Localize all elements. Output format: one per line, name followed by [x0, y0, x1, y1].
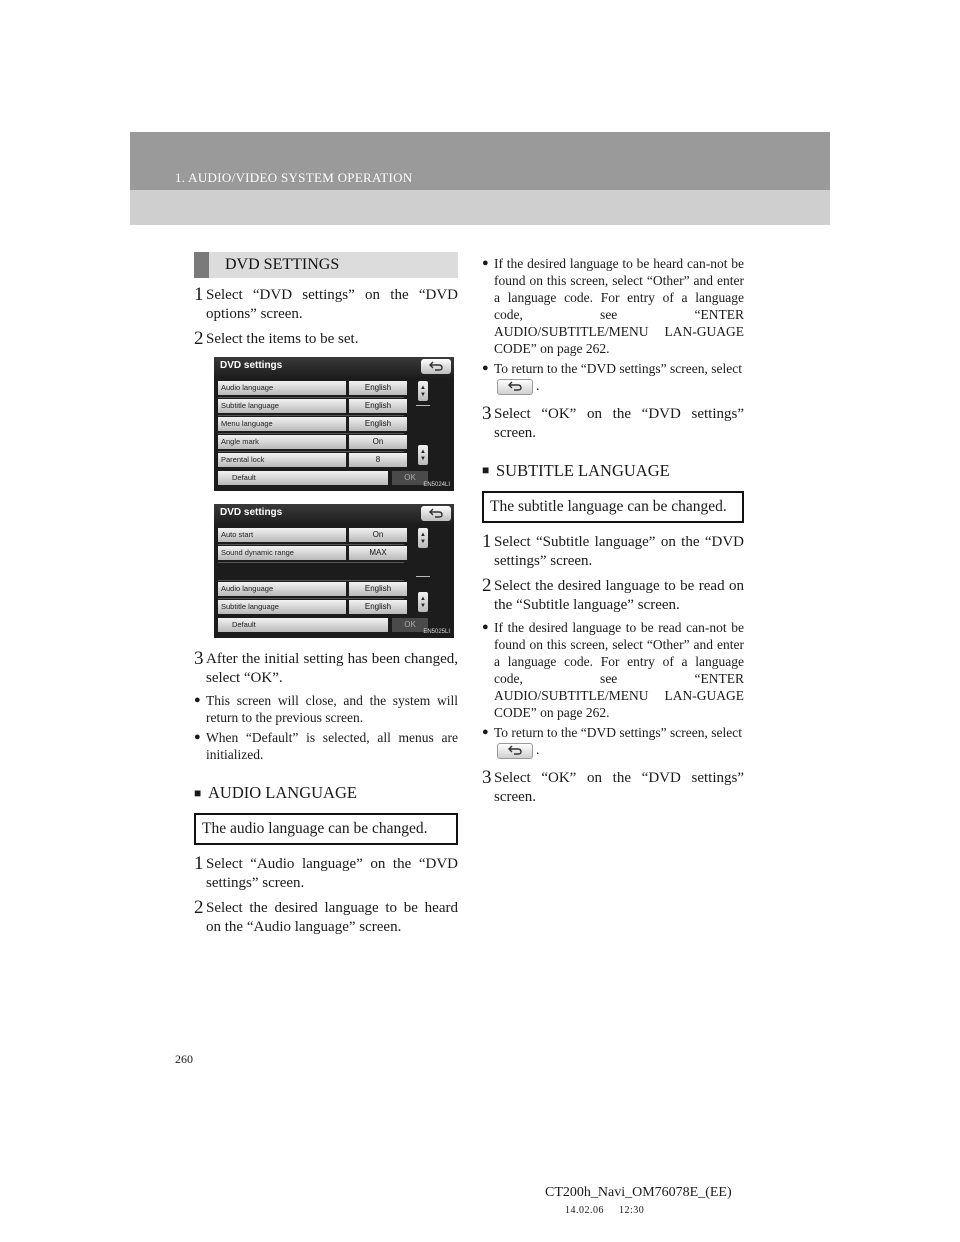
step-text: Select the desired language to be heard on the “Audio language” screen.	[206, 900, 458, 935]
step-text: After the initial setting has been changed, select “OK”.	[206, 651, 458, 686]
ok-button[interactable]: OK	[392, 471, 428, 485]
setting-label: Parental lock	[218, 453, 346, 467]
subheading-text: SUBTITLE LANGUAGE	[496, 460, 670, 480]
subtitle-step-2	[482, 574, 744, 615]
bullet-text: This screen will close, and the system will return to the previous screen.	[206, 693, 458, 725]
info-box: The subtitle language can be changed.	[482, 491, 744, 523]
bullet-icon: ●	[194, 731, 201, 743]
bullet-text	[494, 360, 744, 395]
section-bar-dvd-settings	[194, 252, 458, 278]
print-timestamp: 14.02.06 12:30	[565, 1205, 645, 1216]
image-code: EN5024LI	[423, 482, 450, 488]
ok-button[interactable]: OK	[392, 618, 428, 632]
step-text: Select “Subtitle language” on the “DVD settings” screen.	[494, 533, 744, 569]
chevron-up-icon: ▲	[420, 596, 426, 602]
back-arrow-icon	[508, 381, 522, 391]
step-number: 3	[482, 766, 492, 788]
scroll-indicator	[416, 405, 430, 406]
setting-value: 8	[349, 453, 407, 467]
audio-step-1	[194, 855, 458, 893]
step-number: 3	[194, 648, 204, 669]
setting-label: Menu language	[218, 417, 346, 431]
bullet-text	[494, 724, 744, 759]
page-number: 260	[175, 1052, 193, 1066]
scroll-down-button[interactable]	[418, 592, 428, 612]
row-divider	[218, 580, 404, 581]
subheading-subtitle-language	[482, 461, 744, 481]
step-2	[194, 330, 458, 349]
step-text: Select “Audio language” on the “DVD settings” screen.	[206, 856, 458, 891]
subtitle-step-1	[482, 530, 744, 571]
setting-value: English	[349, 582, 407, 596]
setting-label: Audio language	[218, 582, 346, 596]
square-bullet-icon: ■	[482, 463, 490, 478]
bullet-text: If the desired language to be heard can-not be found on this screen, select “Other” and enter a language code. For entry of a language code, see “ENTER AUDIO/SUBTITLE/MENU LAN-GUAGE CODE” on page 262.	[494, 256, 744, 356]
step-text: Select the desired language to be read on the “Subtitle language” screen.	[494, 577, 744, 613]
bullet-text-post: .	[536, 378, 540, 393]
bullet-icon: ●	[482, 257, 489, 269]
bullet-icon: ●	[482, 620, 489, 633]
step-number: 1	[194, 853, 204, 874]
bullet-text-pre: To return to the “DVD settings” screen, select	[494, 361, 742, 376]
header-subband	[130, 190, 830, 225]
chevron-up-icon: ▲	[420, 385, 426, 391]
row-divider	[218, 397, 404, 398]
back-button[interactable]	[421, 359, 451, 374]
setting-label: Sound dynamic range	[218, 546, 346, 560]
step-text: Select “OK” on the “DVD settings” screen.	[494, 769, 744, 805]
image-code: EN5025LI	[423, 629, 450, 635]
dvd-settings-screen-2	[214, 504, 454, 638]
back-button-icon	[497, 379, 533, 395]
row-divider	[218, 544, 404, 545]
step-text: Select the items to be set.	[206, 331, 359, 347]
step-number: 3	[482, 402, 492, 424]
info-box: The audio language can be changed.	[194, 813, 458, 845]
row-divider	[218, 433, 404, 434]
scroll-down-button[interactable]	[418, 445, 428, 465]
step-3	[482, 402, 744, 443]
right-column	[482, 252, 744, 811]
setting-label: Subtitle language	[218, 399, 346, 413]
setting-label: Audio language	[218, 381, 346, 395]
chapter-title: 1. AUDIO/VIDEO SYSTEM OPERATION	[175, 170, 413, 185]
square-bullet-icon: ■	[194, 785, 202, 800]
chevron-down-icon: ▼	[420, 456, 426, 462]
section-marker	[194, 252, 209, 278]
chevron-down-icon: ▼	[420, 392, 426, 398]
section-title: DVD SETTINGS	[225, 256, 340, 273]
subheading-audio-language	[194, 783, 458, 803]
bullet-note	[482, 255, 744, 357]
bullet-text-post: .	[536, 741, 540, 757]
back-arrow-icon	[429, 508, 443, 518]
scroll-up-button[interactable]	[418, 528, 428, 548]
step-text: Select “OK” on the “DVD settings” screen.	[494, 405, 744, 441]
setting-label: Auto start	[218, 528, 346, 542]
bullet-note	[194, 692, 458, 726]
back-arrow-icon	[429, 361, 443, 371]
subtitle-step-3	[482, 766, 744, 807]
left-column	[194, 252, 458, 941]
chevron-down-icon: ▼	[420, 539, 426, 545]
setting-value: On	[349, 528, 407, 542]
bullet-icon: ●	[482, 725, 489, 738]
step-number: 2	[194, 897, 204, 918]
default-button[interactable]: Default	[218, 618, 388, 632]
bullet-note	[482, 724, 744, 759]
bullet-text-pre: To return to the “DVD settings” screen, select	[494, 724, 742, 740]
subheading-text: AUDIO LANGUAGE	[208, 783, 357, 802]
dvd-settings-screen-1	[214, 357, 454, 491]
setting-value: English	[349, 417, 407, 431]
bullet-note	[482, 619, 744, 721]
step-1	[194, 286, 458, 324]
screen-title: DVD settings	[220, 360, 283, 371]
row-divider	[218, 598, 404, 599]
bullet-icon: ●	[482, 362, 489, 374]
step-number: 2	[482, 574, 492, 596]
row-divider	[218, 451, 404, 452]
bullet-text: If the desired language to be read can-not be found on this screen, select “Other” and enter a language code. For entry of a language code, see “ENTER AUDIO/SUBTITLE/MENU LAN-GUAGE CODE” on page 262.	[494, 619, 744, 720]
scroll-indicator	[416, 576, 430, 577]
chevron-up-icon: ▲	[420, 532, 426, 538]
chevron-down-icon: ▼	[420, 603, 426, 609]
default-button[interactable]: Default	[218, 471, 388, 485]
step-number: 1	[194, 284, 204, 305]
back-arrow-icon	[508, 745, 522, 755]
setting-label: Angle mark	[218, 435, 346, 449]
document-id: CT200h_Navi_OM76078E_(EE)	[545, 1185, 732, 1200]
back-button[interactable]	[421, 506, 451, 521]
step-3	[194, 650, 458, 688]
row-divider	[218, 415, 404, 416]
setting-value: On	[349, 435, 407, 449]
bullet-note	[194, 729, 458, 763]
bullet-text: When “Default” is selected, all menus are initialized.	[206, 730, 458, 762]
setting-value: MAX	[349, 546, 407, 560]
audio-step-2	[194, 899, 458, 937]
step-number: 1	[482, 530, 492, 552]
step-number: 2	[194, 328, 204, 349]
setting-value: English	[349, 600, 407, 614]
setting-value: English	[349, 381, 407, 395]
setting-label: Subtitle language	[218, 600, 346, 614]
scroll-up-button[interactable]	[418, 381, 428, 401]
row-divider	[218, 562, 404, 563]
chevron-up-icon: ▲	[420, 449, 426, 455]
bullet-note	[482, 360, 744, 395]
step-text: Select “DVD settings” on the “DVD options” screen.	[206, 287, 458, 322]
back-button-icon	[497, 743, 533, 759]
setting-value: English	[349, 399, 407, 413]
screen-title: DVD settings	[220, 507, 283, 518]
bullet-icon: ●	[194, 694, 201, 706]
